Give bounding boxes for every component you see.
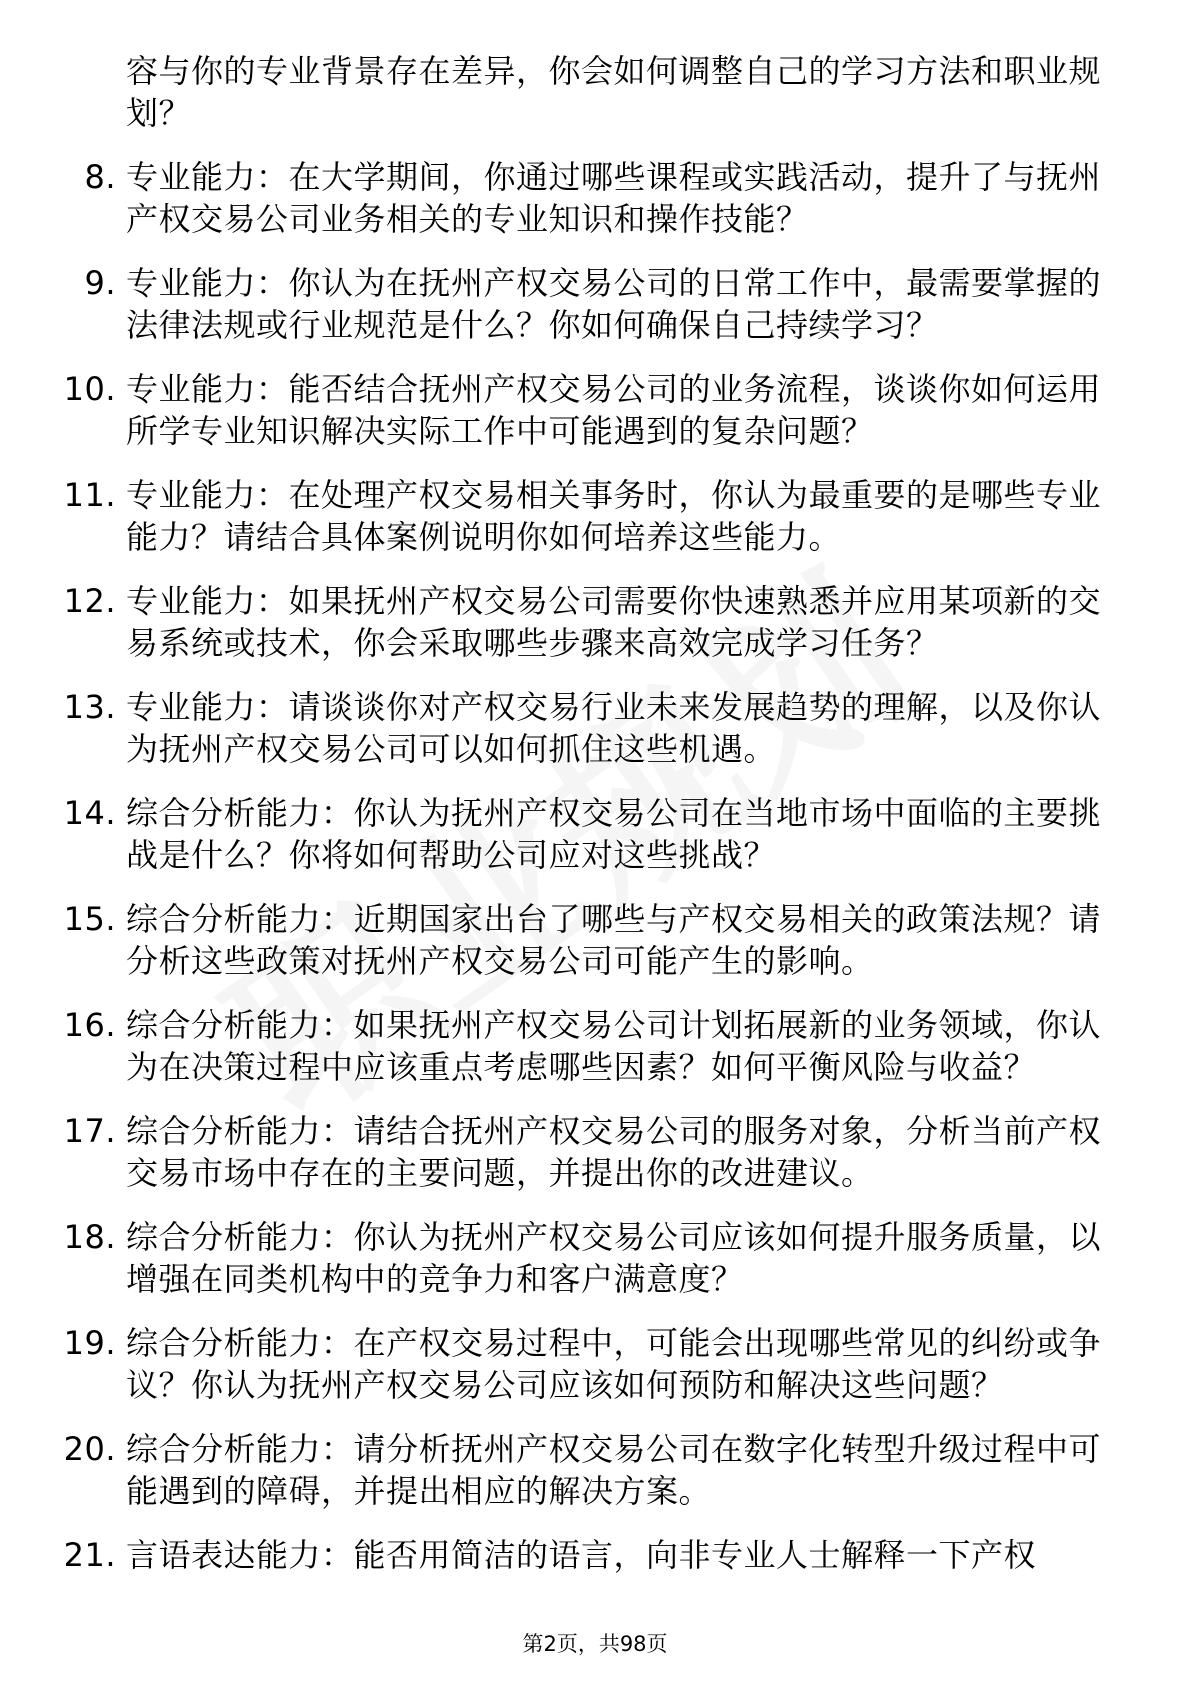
question-number: 10. [63,370,116,408]
question-text: 专业能力：在处理产权交易相关事务时，你认为最重要的是哪些专业能力？请结合具体案例说明你如何培养这些能力。 [126,476,1102,556]
question-text: 综合分析能力：你认为抚州产权交易公司在当地市场中面临的主要挑战是什么？你将如何帮助公司应对这些挑战？ [126,794,1102,874]
question-item [0,156,1112,240]
question-item [0,1534,1112,1576]
question-item [0,580,1112,664]
question-text: 综合分析能力：如果抚州产权交易公司计划拓展新的业务领域，你认为在决策过程中应该重点考虑哪些因素？如何平衡风险与收益？ [126,1006,1102,1086]
question-list [0,50,1190,1598]
question-text: 综合分析能力：请分析抚州产权交易公司在数字化转型升级过程中可能遇到的障碍，并提出相应的解决方案。 [126,1430,1102,1510]
question-text: 专业能力：请谈谈你对产权交易行业未来发展趋势的理解，以及你认为抚州产权交易公司可以如何抓住这些机遇。 [126,688,1102,768]
question-item [0,792,1112,876]
question-number: 16. [63,1006,116,1044]
question-number: 15. [63,900,116,938]
question-number: 17. [63,1112,116,1150]
question-item [0,474,1112,558]
question-number: 18. [63,1218,116,1256]
question-number: 13. [63,688,116,726]
question-text: 专业能力：如果抚州产权交易公司需要你快速熟悉并应用某项新的交易系统或技术，你会采取哪些步骤来高效完成学习任务？ [126,582,1102,662]
question-item [0,1110,1112,1194]
continued-question-text: 容与你的专业背景存在差异，你会如何调整自己的学习方法和职业规划？ [126,52,1102,132]
question-number: 19. [63,1324,116,1362]
question-number: 20. [63,1430,116,1468]
question-number: 14. [63,794,116,832]
question-item [0,898,1112,982]
question-number: 11. [63,476,116,514]
question-text: 综合分析能力：你认为抚州产权交易公司应该如何提升服务质量，以增强在同类机构中的竞争力和客户满意度？ [126,1218,1102,1298]
question-text: 专业能力：能否结合抚州产权交易公司的业务流程，谈谈你如何运用所学专业知识解决实际工作中可能遇到的复杂问题？ [126,370,1102,450]
question-number: 21. [63,1536,116,1574]
question-number: 9. [84,264,116,302]
question-text: 专业能力：你认为在抚州产权交易公司的日常工作中，最需要掌握的法律法规或行业规范是什么？你如何确保自己持续学习？ [126,264,1102,344]
question-item [0,262,1112,346]
question-text: 综合分析能力：在产权交易过程中，可能会出现哪些常见的纠纷或争议？你认为抚州产权交易公司应该如何预防和解决这些问题？ [126,1324,1102,1404]
question-text: 综合分析能力：近期国家出台了哪些与产权交易相关的政策法规？请分析这些政策对抚州产权交易公司可能产生的影响。 [126,900,1102,980]
question-item [0,1322,1112,1406]
question-item [0,686,1112,770]
question-item [0,1428,1112,1512]
question-text: 言语表达能力：能否用简洁的语言，向非专业人士解释一下产权 [126,1536,1037,1574]
question-item [0,1216,1112,1300]
question-text: 综合分析能力：请结合抚州产权交易公司的服务对象，分析当前产权交易市场中存在的主要问题，并提出你的改进建议。 [126,1112,1102,1192]
question-number: 8. [84,158,116,196]
question-number: 12. [63,582,116,620]
question-item [0,368,1112,452]
question-text: 专业能力：在大学期间，你通过哪些课程或实践活动，提升了与抚州产权交易公司业务相关的专业知识和操作技能？ [126,158,1102,238]
question-item [0,1004,1112,1088]
page-footer: 第2页，共98页 [522,1632,668,1656]
